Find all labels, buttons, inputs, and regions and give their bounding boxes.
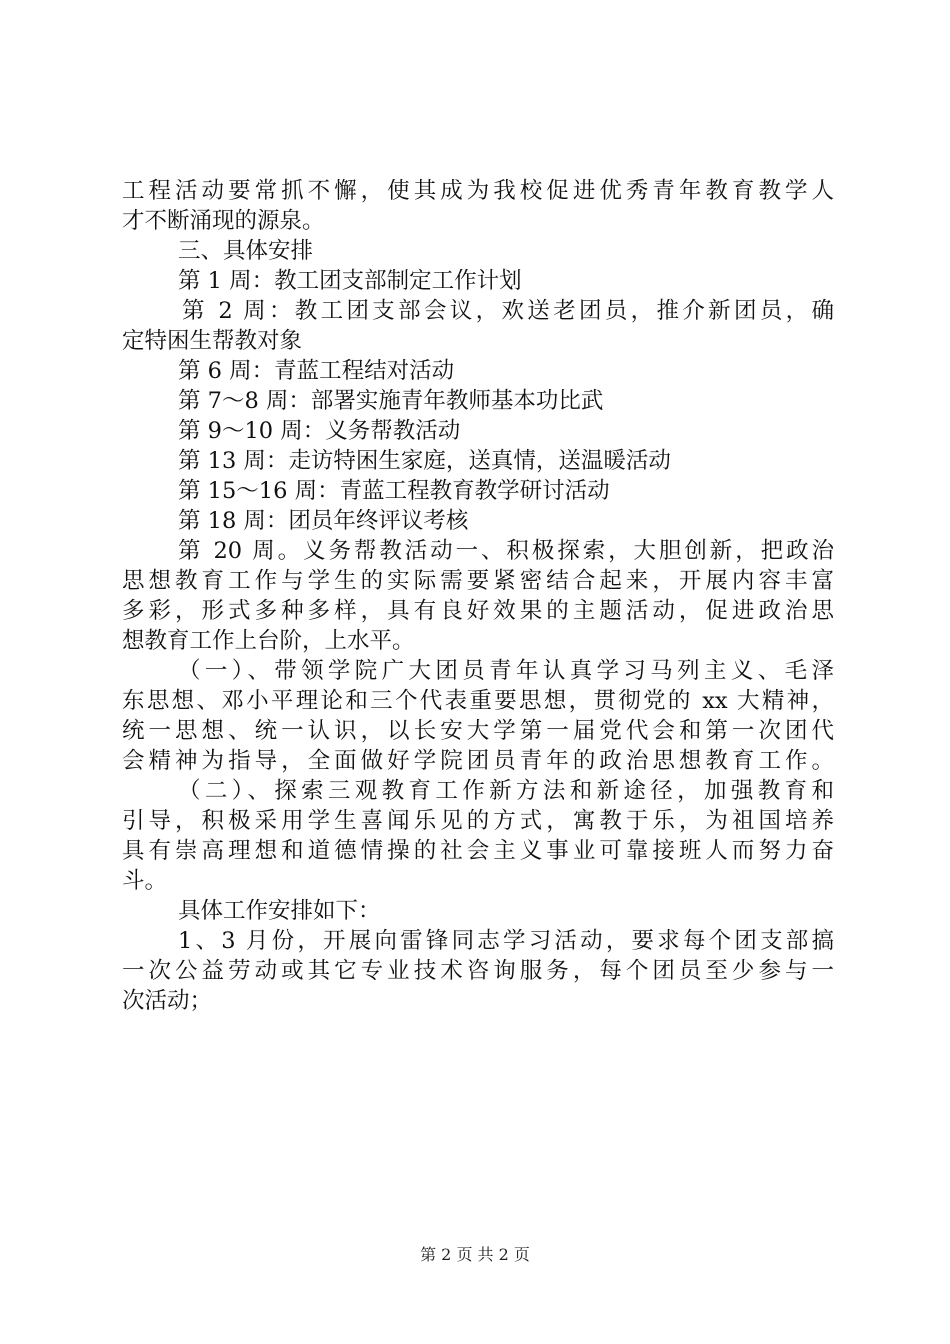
- body-line: 第 2 周：教工团支部会议，欢送老团员，推介新团员，确: [182, 298, 834, 324]
- body-line: 第 9～10 周：义务帮教活动: [178, 418, 461, 444]
- body-line: 定特困生帮教对象: [122, 328, 303, 354]
- body-line: 斗。: [122, 868, 168, 894]
- body-line: 第 20 周。义务帮教活动一、积极探索，大胆创新，把政治: [178, 538, 834, 564]
- body-line: 才不断涌现的源泉。: [122, 208, 325, 234]
- body-line: 第 6 周：青蓝工程结对活动: [178, 358, 455, 384]
- body-line: 具体工作安排如下：: [178, 898, 381, 924]
- body-line: 第 7～8 周：部署实施青年教师基本功比武: [178, 388, 604, 414]
- body-line: 次活动；: [122, 988, 213, 1014]
- body-line: 具有崇高理想和道德情操的社会主义事业可靠接班人而努力奋: [122, 838, 834, 864]
- body-line: （二）、探索三观教育工作新方法和新途径，加强教育和: [178, 778, 834, 804]
- body-line: 想教育工作上台阶，上水平。: [122, 628, 415, 654]
- body-line: 第 13 周：走访特困生家庭，送真情，送温暖活动: [178, 448, 671, 474]
- body-line: 第 1 周：教工团支部制定工作计划: [178, 268, 522, 294]
- body-line: 工程活动要常抓不懈，使其成为我校促进优秀青年教育教学人: [122, 178, 834, 204]
- body-line: 会精神为指导，全面做好学院团员青年的政治思想教育工作。: [122, 748, 834, 774]
- body-line: 1、3 月份，开展向雷锋同志学习活动，要求每个团支部搞: [178, 928, 834, 954]
- body-line: 一次公益劳动或其它专业技术咨询服务，每个团员至少参与一: [122, 958, 834, 984]
- body-line: 东思想、邓小平理论和三个代表重要思想，贯彻党的 xx 大精神，: [122, 688, 834, 714]
- body-line: 第 18 周：团员年终评议考核: [178, 508, 469, 534]
- body-line: 第 15～16 周：青蓝工程教育教学研讨活动: [178, 478, 610, 504]
- document-body: [122, 176, 834, 1016]
- body-line: 多彩，形式多种多样，具有良好效果的主题活动，促进政治思: [122, 598, 834, 624]
- body-line: 统一思想、统一认识，以长安大学第一届党代会和第一次团代: [122, 718, 834, 744]
- body-line: 三、具体安排: [178, 238, 314, 264]
- page-footer: 第 2 页 共 2 页: [420, 1245, 530, 1264]
- body-line: （一）、带领学院广大团员青年认真学习马列主义、毛泽: [178, 658, 834, 684]
- body-line: 思想教育工作与学生的实际需要紧密结合起来，开展内容丰富: [122, 568, 834, 594]
- body-line: 引导，积极采用学生喜闻乐见的方式，寓教于乐，为祖国培养: [122, 808, 834, 834]
